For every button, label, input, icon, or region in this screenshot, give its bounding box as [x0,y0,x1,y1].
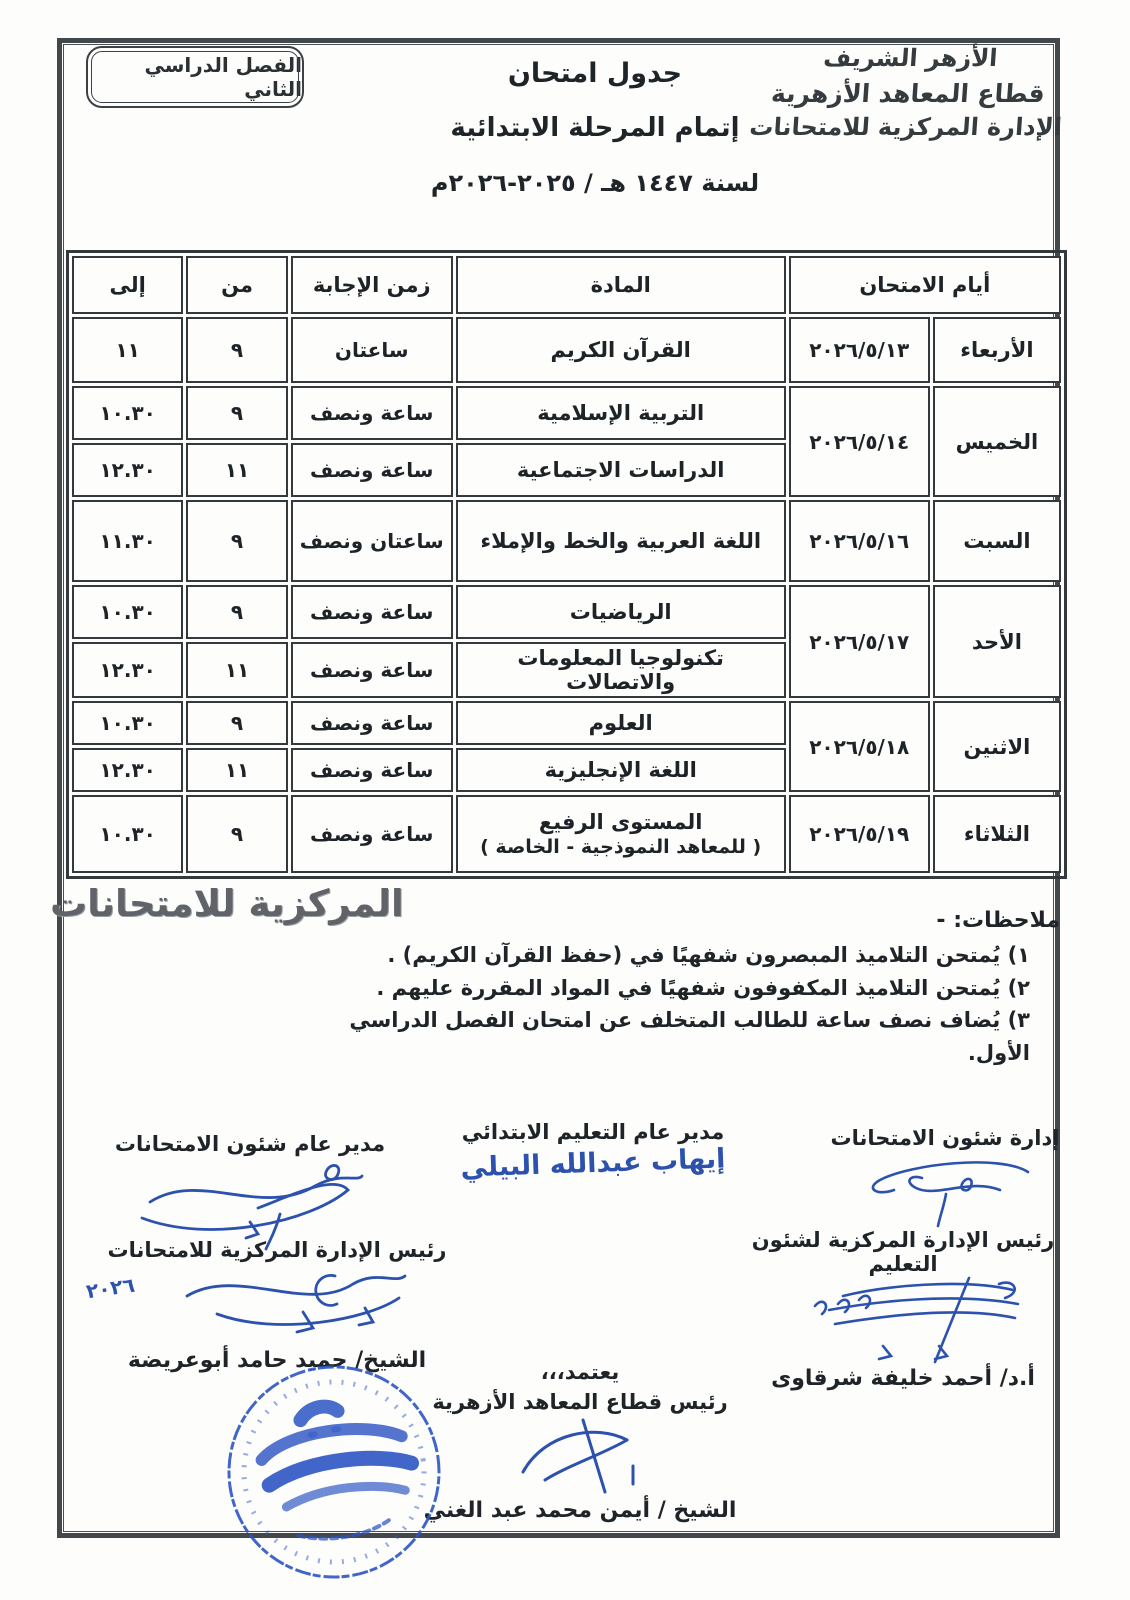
header-from: من [186,256,287,314]
document-title [310,58,880,197]
signature-title: رئيس الإدارة المركزية للامتحانات [107,1238,447,1262]
exam-schedule-table [66,250,1067,879]
approval-title: رئيس قطاع المعاهد الأزهرية [432,1390,728,1414]
subject-cell: العلوم [456,701,786,745]
date-cell: ٢٠٢٦/٥/١٤ [789,386,930,497]
from-cell: ٩ [186,701,287,745]
duration-cell: ساعة ونصف [291,386,453,440]
from-cell: ١١ [186,748,287,792]
from-cell: ٩ [186,795,287,873]
day-cell: الثلاثاء [933,795,1061,873]
day-cell: الأربعاء [933,317,1061,383]
date-cell: ٢٠٢٦/٥/١٣ [789,317,930,383]
signature-scribble [850,1150,1040,1230]
official-stamp [220,1354,448,1590]
table-row [72,500,1061,582]
to-cell: ١٠.٣٠ [72,585,183,639]
handwritten-year: ٢٠٢٦ [84,1272,137,1304]
date-cell: ٢٠٢٦/٥/١٦ [789,500,930,582]
subject-cell: التربية الإسلامية [456,386,786,440]
header-duration: زمن الإجابة [291,256,453,314]
signature-block-exams-central-admin-head [84,1238,462,1373]
subject-cell: الرياضيات [456,585,786,639]
signature-scribble [763,1276,1043,1362]
to-cell: ١٠.٣٠ [72,386,183,440]
signature-title: مدير عام التعليم الابتدائي [461,1120,725,1144]
day-cell: الأحد [933,585,1061,698]
letterhead-line-2: قطاع المعاهد الأزهرية [770,78,1046,108]
subject-cell: الدراسات الاجتماعية [456,443,786,497]
subject-cell: القرآن الكريم [456,317,786,383]
signature-title: مدير عام شئون الامتحانات [114,1132,386,1156]
from-cell: ٩ [186,585,287,639]
subject-cell: اللغة العربية والخط والإملاء [456,500,786,582]
table-header-row [72,256,1061,314]
signature-scribble [130,1156,370,1251]
from-cell: ٩ [186,500,287,582]
signature-scribble [505,1414,655,1494]
semester-label: الفصل الدراسي الثاني [144,53,302,101]
from-cell: ٩ [186,317,287,383]
signature-title: إدارة شئون الامتحانات [830,1126,1060,1150]
signature-printed-name: الشيخ/ حميد حامد أبوعريضة [127,1348,427,1373]
notes-heading: ملاحظات: - [936,908,1060,933]
to-cell: ١١.٣٠ [72,500,183,582]
subject-main: المستوى الرفيع [538,810,703,834]
table-row [72,386,1061,440]
duration-cell: ساعة ونصف [291,585,453,639]
approval-word: يعتمد،،، [540,1360,620,1384]
table-row [72,795,1061,873]
duration-cell: ساعتان ونصف [291,500,453,582]
title-line-2: إتمام المرحلة الابتدائية [450,113,740,143]
header-exam-days: أيام الامتحان [789,256,1061,314]
duration-cell: ساعة ونصف [291,642,453,698]
table-row [72,317,1061,383]
signature-title: رئيس الإدارة المركزية لشئون التعليم [751,1228,1055,1276]
from-cell: ١١ [186,443,287,497]
duration-cell: ساعة ونصف [291,748,453,792]
signature-scribble [127,1262,427,1348]
from-cell: ١١ [186,642,287,698]
to-cell: ١٢.٣٠ [72,642,183,698]
duration-cell: ساعة ونصف [291,795,453,873]
table-row [72,701,1061,745]
title-line-1: جدول امتحان [507,58,683,89]
note-item-2: ٢) يُمتحن التلاميذ المكفوفون شفهيًا في المواد المقررة عليهم . [376,975,1030,1000]
day-cell: الاثنين [933,701,1061,792]
date-cell: ٢٠٢٦/٥/١٨ [789,701,930,792]
approval-printed-name: الشيخ / أيمن محمد عبد الغني [423,1498,737,1523]
signature-area [84,1262,462,1348]
table-row [72,585,1061,639]
header-subject: المادة [456,256,786,314]
subject-cell: تكنولوجيا المعلومات والاتصالات [456,642,786,698]
central-exams-watermark: المركزية للامتحانات [50,882,404,925]
duration-cell: ساعة ونصف [291,701,453,745]
subject-cell [456,795,786,873]
day-cell: الخميس [933,386,1061,497]
letterhead-line-3: الإدارة المركزية للامتحانات [748,112,1063,141]
to-cell: ١٠.٣٠ [72,701,183,745]
to-cell: ١٠.٣٠ [72,795,183,873]
duration-cell: ساعة ونصف [291,443,453,497]
signature-block-exam-affairs [820,1126,1070,1234]
to-cell: ١٢.٣٠ [72,443,183,497]
duration-cell: ساعتان [291,317,453,383]
signature-block-exams-general-director [100,1132,400,1255]
note-item-1: ١) يُمتحن التلاميذ المبصرون شفهيًا في (حفظ القرآن الكريم) . [387,943,1030,967]
exam-schedule-table-wrap [66,250,1067,879]
note-item-3: ٣) يُضاف نصف ساعة للطالب المتخلف عن امتحان الفصل الدراسي الأول. [349,1008,1030,1065]
subject-note: ( للمعاهد النموذجية - الخاصة ) [480,836,762,858]
day-cell: السبت [933,500,1061,582]
subject-cell: اللغة الإنجليزية [456,748,786,792]
date-cell: ٢٠٢٦/٥/١٩ [789,795,930,873]
header-to: إلى [72,256,183,314]
letterhead-line-1: الأزهر الشريف [822,44,999,72]
signature-block-education-central-admin-head [738,1228,1068,1391]
from-cell: ٩ [186,386,287,440]
date-cell: ٢٠٢٦/٥/١٧ [789,585,930,698]
to-cell: ١١ [72,317,183,383]
notes-section [320,908,1060,1069]
to-cell: ١٢.٣٠ [72,748,183,792]
title-line-3: لسنة ١٤٤٧ هـ / ٢٠٢٥-٢٠٢٦م [430,169,760,197]
signature-block-primary-education-director [448,1120,738,1184]
handwritten-signature-name: إيهاب عبدالله البيلي [460,1143,726,1184]
semester-box [86,46,304,108]
signature-printed-name: أ.د/ أحمد خليفة شرقاوى [771,1366,1035,1391]
